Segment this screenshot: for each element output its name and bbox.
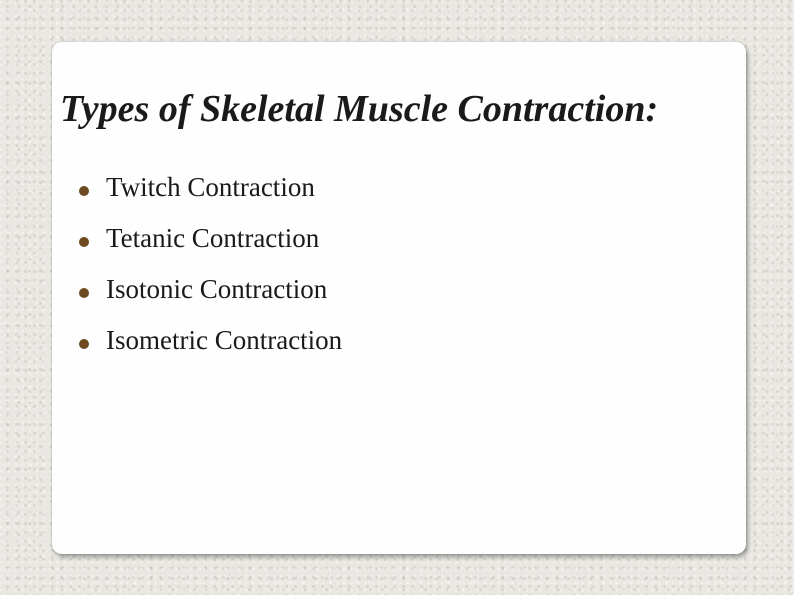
bullet-icon: [79, 288, 89, 298]
bullet-icon: [79, 339, 89, 349]
bullet-text: Isometric Contraction: [106, 325, 343, 355]
bullet-list: [79, 162, 342, 366]
list-item: [79, 264, 342, 315]
bullet-icon: [79, 237, 89, 247]
bullet-icon: [79, 186, 89, 196]
slide-title: Types of Skeletal Muscle Contraction:: [60, 88, 659, 130]
list-item: [79, 162, 342, 213]
bullet-text: Isotonic Contraction: [106, 274, 328, 304]
bullet-text: Twitch Contraction: [106, 172, 315, 202]
bullet-text: Tetanic Contraction: [106, 223, 320, 253]
list-item: [79, 213, 342, 264]
list-item: [79, 315, 342, 366]
